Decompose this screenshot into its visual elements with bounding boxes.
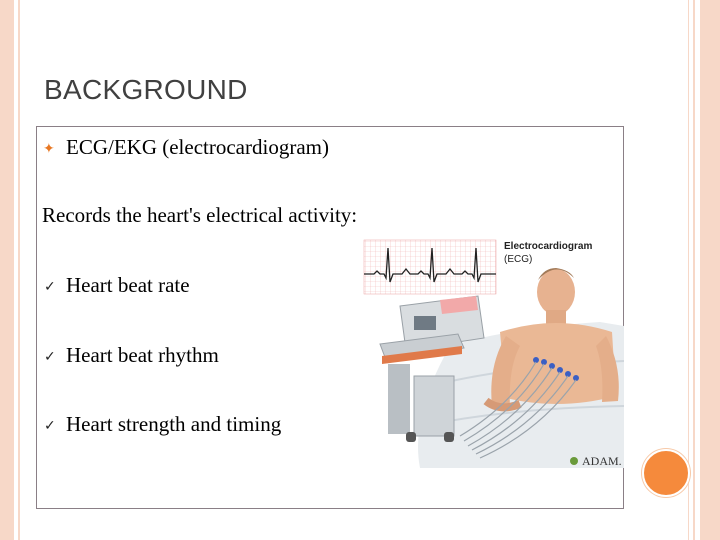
diamond-bullet-icon: ✦: [43, 141, 55, 157]
slide-title: BACKGROUND: [44, 74, 248, 105]
left-decorative-stripe: [0, 0, 14, 540]
orange-circle-decoration: [642, 449, 690, 497]
illustration-label: Electrocardiogram: [504, 241, 593, 252]
checkmark-icon: ✓: [44, 349, 56, 365]
right-decorative-stripe: [700, 0, 720, 540]
checkmark-icon: ✓: [44, 418, 56, 434]
right-decorative-line-inner: [688, 0, 689, 540]
list-item: Heart beat rhythm: [66, 343, 219, 367]
illustration-label-sub: (ECG): [504, 254, 533, 265]
subheading-text: Records the heart's electrical activity:: [42, 203, 358, 227]
list-item: Heart strength and timing: [66, 412, 282, 436]
checkmark-icon: ✓: [44, 279, 56, 295]
ecg-illustration: [360, 236, 624, 468]
right-decorative-line: [693, 0, 695, 540]
left-decorative-line: [18, 0, 20, 540]
main-bullet-text: ECG/EKG (electrocardiogram): [66, 135, 329, 159]
brand-logo: ADAM.: [582, 454, 622, 468]
list-item: Heart beat rate: [66, 273, 190, 297]
